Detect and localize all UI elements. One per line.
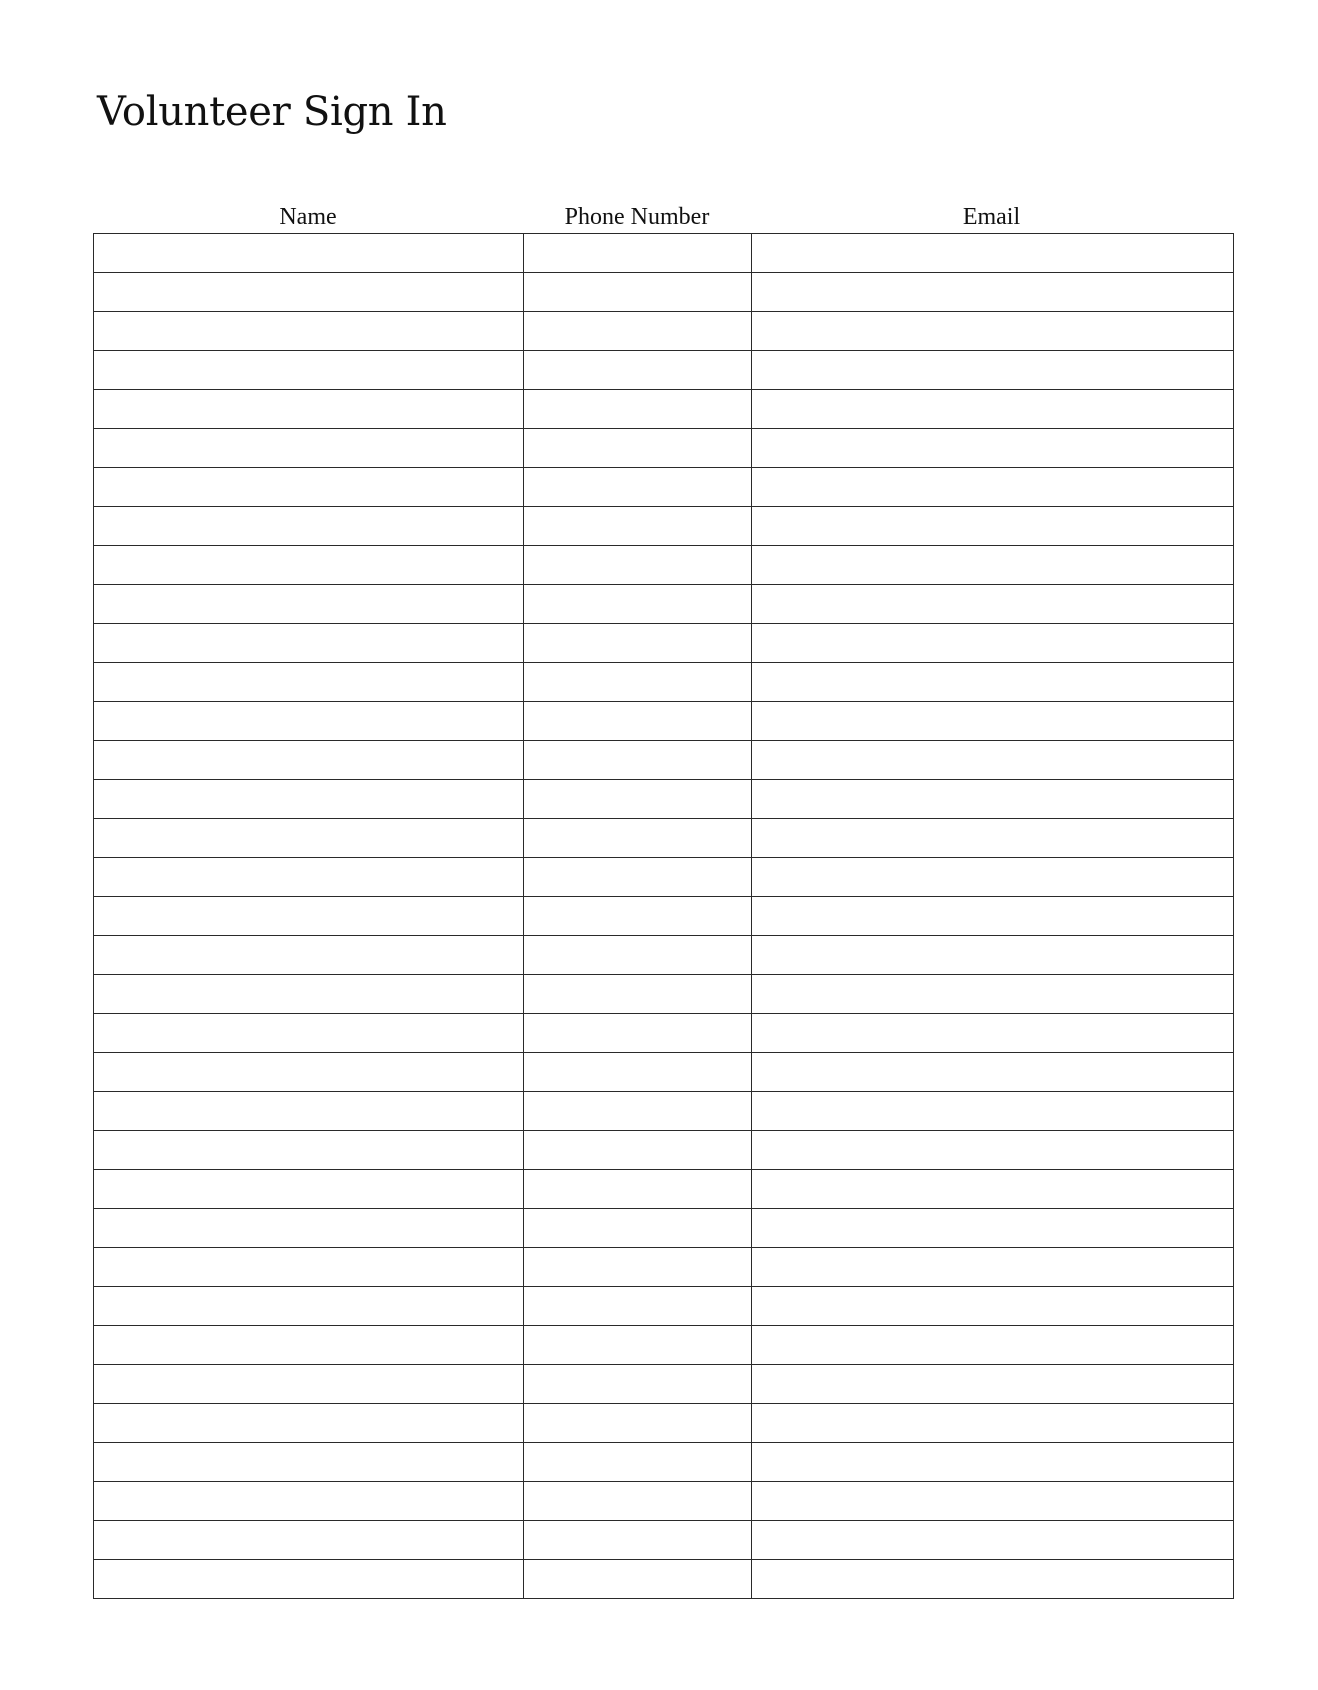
email-cell[interactable] — [752, 1131, 1234, 1170]
name-cell[interactable] — [94, 1170, 524, 1209]
phone-number-cell[interactable] — [524, 312, 752, 351]
email-cell[interactable] — [752, 1014, 1234, 1053]
email-cell[interactable] — [752, 429, 1234, 468]
email-cell[interactable] — [752, 1404, 1234, 1443]
table-row — [94, 780, 1234, 819]
email-cell[interactable] — [752, 702, 1234, 741]
name-cell[interactable] — [94, 975, 524, 1014]
sign-in-table — [93, 233, 1234, 1599]
phone-number-cell[interactable] — [524, 1014, 752, 1053]
name-cell[interactable] — [94, 1287, 524, 1326]
table-row — [94, 1053, 1234, 1092]
email-cell[interactable] — [752, 1521, 1234, 1560]
name-cell[interactable] — [94, 273, 524, 312]
name-cell[interactable] — [94, 1131, 524, 1170]
name-cell[interactable] — [94, 468, 524, 507]
table-row — [94, 273, 1234, 312]
email-cell[interactable] — [752, 312, 1234, 351]
table-row — [94, 702, 1234, 741]
phone-number-cell[interactable] — [524, 936, 752, 975]
name-cell[interactable] — [94, 1209, 524, 1248]
phone-number-cell[interactable] — [524, 1326, 752, 1365]
name-cell[interactable] — [94, 1443, 524, 1482]
phone-number-cell[interactable] — [524, 1248, 752, 1287]
email-cell[interactable] — [752, 1443, 1234, 1482]
email-cell[interactable] — [752, 390, 1234, 429]
name-cell[interactable] — [94, 741, 524, 780]
name-cell[interactable] — [94, 1365, 524, 1404]
table-row — [94, 1131, 1234, 1170]
table-row — [94, 1209, 1234, 1248]
table-row — [94, 312, 1234, 351]
name-cell[interactable] — [94, 1521, 524, 1560]
phone-number-cell[interactable] — [524, 1287, 752, 1326]
name-cell[interactable] — [94, 897, 524, 936]
name-cell[interactable] — [94, 390, 524, 429]
email-cell[interactable] — [752, 1560, 1234, 1599]
phone-number-cell[interactable] — [524, 273, 752, 312]
table-row — [94, 1287, 1234, 1326]
phone-number-cell[interactable] — [524, 780, 752, 819]
phone-number-cell[interactable] — [524, 1365, 752, 1404]
table-row — [94, 624, 1234, 663]
table-row — [94, 546, 1234, 585]
email-cell[interactable] — [752, 1326, 1234, 1365]
table-row — [94, 468, 1234, 507]
phone-number-cell[interactable] — [524, 585, 752, 624]
table-row — [94, 663, 1234, 702]
column-header-email: Email — [962, 204, 1021, 230]
email-cell[interactable] — [752, 624, 1234, 663]
email-cell[interactable] — [752, 585, 1234, 624]
table-row — [94, 1521, 1234, 1560]
email-cell[interactable] — [752, 663, 1234, 702]
phone-number-cell[interactable] — [524, 624, 752, 663]
phone-number-cell[interactable] — [524, 897, 752, 936]
name-cell[interactable] — [94, 507, 524, 546]
name-cell[interactable] — [94, 429, 524, 468]
email-cell[interactable] — [752, 1248, 1234, 1287]
table-row — [94, 1482, 1234, 1521]
table-row — [94, 1170, 1234, 1209]
table-row — [94, 741, 1234, 780]
phone-number-cell[interactable] — [524, 234, 752, 273]
name-cell[interactable] — [94, 1560, 524, 1599]
table-row — [94, 819, 1234, 858]
phone-number-cell[interactable] — [524, 702, 752, 741]
name-cell[interactable] — [94, 546, 524, 585]
phone-number-cell[interactable] — [524, 1443, 752, 1482]
email-cell[interactable] — [752, 936, 1234, 975]
email-cell[interactable] — [752, 1092, 1234, 1131]
name-cell[interactable] — [94, 1482, 524, 1521]
phone-number-cell[interactable] — [524, 741, 752, 780]
name-cell[interactable] — [94, 585, 524, 624]
email-cell[interactable] — [752, 507, 1234, 546]
phone-number-cell[interactable] — [524, 858, 752, 897]
name-cell[interactable] — [94, 858, 524, 897]
table-row — [94, 390, 1234, 429]
email-cell[interactable] — [752, 975, 1234, 1014]
page-title: Volunteer Sign In — [97, 89, 447, 135]
name-cell[interactable] — [94, 1326, 524, 1365]
sign-in-table-body — [94, 234, 1234, 1599]
table-row — [94, 351, 1234, 390]
phone-number-cell[interactable] — [524, 1521, 752, 1560]
email-cell[interactable] — [752, 819, 1234, 858]
table-row — [94, 1365, 1234, 1404]
email-cell[interactable] — [752, 1170, 1234, 1209]
name-cell[interactable] — [94, 234, 524, 273]
email-cell[interactable] — [752, 1287, 1234, 1326]
phone-number-cell[interactable] — [524, 1092, 752, 1131]
email-cell[interactable] — [752, 273, 1234, 312]
name-cell[interactable] — [94, 312, 524, 351]
phone-number-cell[interactable] — [524, 468, 752, 507]
phone-number-cell[interactable] — [524, 429, 752, 468]
table-row — [94, 585, 1234, 624]
table-row — [94, 975, 1234, 1014]
phone-number-cell[interactable] — [524, 819, 752, 858]
email-cell[interactable] — [752, 468, 1234, 507]
phone-number-cell[interactable] — [524, 1482, 752, 1521]
name-cell[interactable] — [94, 351, 524, 390]
phone-number-cell[interactable] — [524, 351, 752, 390]
phone-number-cell[interactable] — [524, 390, 752, 429]
table-row — [94, 429, 1234, 468]
email-cell[interactable] — [752, 234, 1234, 273]
phone-number-cell[interactable] — [524, 1131, 752, 1170]
phone-number-cell[interactable] — [524, 1560, 752, 1599]
name-cell[interactable] — [94, 1014, 524, 1053]
table-row — [94, 1326, 1234, 1365]
name-cell[interactable] — [94, 1248, 524, 1287]
email-cell[interactable] — [752, 1482, 1234, 1521]
email-cell[interactable] — [752, 546, 1234, 585]
column-header-name: Name — [279, 204, 337, 230]
table-row — [94, 1443, 1234, 1482]
table-row — [94, 897, 1234, 936]
column-header-phone-number: Phone Number — [564, 204, 710, 230]
name-cell[interactable] — [94, 663, 524, 702]
name-cell[interactable] — [94, 702, 524, 741]
name-cell[interactable] — [94, 1053, 524, 1092]
phone-number-cell[interactable] — [524, 1170, 752, 1209]
table-row — [94, 1014, 1234, 1053]
table-row — [94, 936, 1234, 975]
name-cell[interactable] — [94, 1404, 524, 1443]
phone-number-cell[interactable] — [524, 507, 752, 546]
name-cell[interactable] — [94, 780, 524, 819]
email-cell[interactable] — [752, 897, 1234, 936]
phone-number-cell[interactable] — [524, 546, 752, 585]
table-row — [94, 1560, 1234, 1599]
table-row — [94, 234, 1234, 273]
phone-number-cell[interactable] — [524, 663, 752, 702]
name-cell[interactable] — [94, 1092, 524, 1131]
email-cell[interactable] — [752, 780, 1234, 819]
email-cell[interactable] — [752, 1053, 1234, 1092]
name-cell[interactable] — [94, 819, 524, 858]
table-row — [94, 1092, 1234, 1131]
phone-number-cell[interactable] — [524, 1404, 752, 1443]
email-cell[interactable] — [752, 741, 1234, 780]
phone-number-cell[interactable] — [524, 1053, 752, 1092]
phone-number-cell[interactable] — [524, 975, 752, 1014]
email-cell[interactable] — [752, 1209, 1234, 1248]
table-row — [94, 507, 1234, 546]
name-cell[interactable] — [94, 624, 524, 663]
phone-number-cell[interactable] — [524, 1209, 752, 1248]
email-cell[interactable] — [752, 351, 1234, 390]
table-row — [94, 1248, 1234, 1287]
table-row — [94, 1404, 1234, 1443]
email-cell[interactable] — [752, 858, 1234, 897]
table-row — [94, 858, 1234, 897]
email-cell[interactable] — [752, 1365, 1234, 1404]
name-cell[interactable] — [94, 936, 524, 975]
